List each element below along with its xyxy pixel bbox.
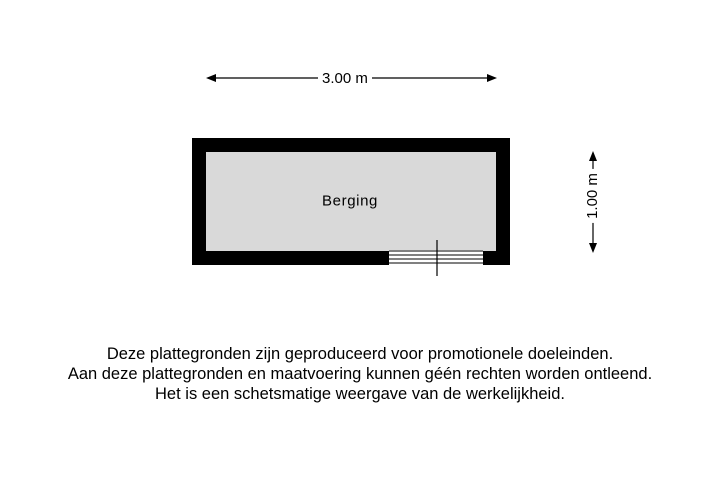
room-name-label: Berging	[322, 192, 378, 210]
height-dimension-label: 1.00 m	[585, 169, 601, 223]
disclaimer-text	[0, 344, 720, 404]
disclaimer-line: Aan deze plattegronden en maatvoering kunnen géén rechten worden ontleend.	[67, 365, 653, 383]
width-dimension-label: 3.00 m	[318, 71, 372, 87]
door-opening	[389, 250, 483, 266]
disclaimer-line: Het is een schetsmatige weergave van de werkelijkheid.	[155, 385, 565, 403]
disclaimer-line: Deze plattegronden zijn geproduceerd voor promotionele doeleinden.	[106, 345, 614, 363]
